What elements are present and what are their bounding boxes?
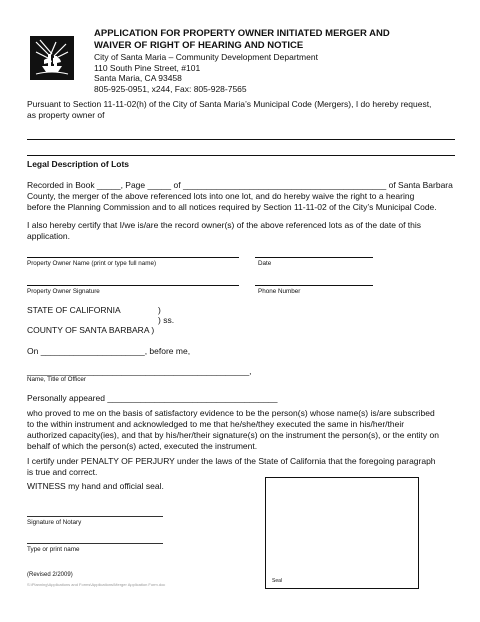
form-title-line-1: APPLICATION FOR PROPERTY OWNER INITIATED MERGER AND [94,28,390,39]
phone-fax: 805-925-0951, x244, Fax: 805-928-7565 [94,83,247,94]
proved-line-4: behalf of which the person(s) acted, executed the instrument. [27,441,258,451]
proved-line-3: authorized capacity(ies), and that by his/her/their signature(s) on the instrument the person(s), or the entity on [27,430,439,440]
print-name-label: Type or print name [27,546,80,553]
intro-line-1: Pursuant to Section 11-11-02(h) of the City of Santa Maria’s Municipal Code (Mergers), I do hereby request, [27,99,432,109]
date-line [255,257,373,258]
notary-seal-box [265,477,419,589]
certify-line-1: I also hereby certify that I/we is/are the record owner(s) of the above referenced lots as of the date of this [27,220,422,230]
owner-name-label: Property Owner Name (print or type full name) [27,260,157,267]
date-label: Date [258,260,272,267]
county-label: COUNTY OF SANTA BARBARA ) [27,325,155,335]
form-title-line-2: WAIVER OF RIGHT OF HEARING AND NOTICE [94,39,304,51]
property-line [27,139,455,140]
officer-line: _______________________________________________, [27,366,252,376]
department-name: City of Santa Maria – Community Development Department [94,52,318,62]
revised-date: (Revised 2/2009) [27,572,73,578]
certify-line-2: application. [27,231,71,241]
witness-line: WITNESS my hand and official seal. [27,481,164,491]
owner-name-line [27,257,239,258]
officer-label: Name, Title of Officer [27,376,87,383]
city-seal-logo [30,36,74,80]
address-line-2: Santa Maria, CA 93458 [94,73,182,83]
proved-line-2: to the within instrument and acknowledged to me that he/she/they executed the same in his/her/their [27,419,405,429]
owner-signature-label: Property Owner Signature [27,288,100,295]
section-divider [27,155,455,156]
print-name-line [27,543,163,544]
phone-number-label: Phone Number [258,288,301,295]
ship-icon [30,36,74,80]
state-paren: ) [158,305,161,315]
legal-line-3: before the Planning Commission and to all notices required by Section 11-11-02 of the City’s Municipal Code. [27,202,437,212]
perjury-line-1: I certify under PENALTY OF PERJURY under the laws of the State of California that the foregoing paragraph [27,456,436,466]
phone-number-line [255,285,373,286]
perjury-line-2: is true and correct. [27,467,98,477]
seal-label: Seal [272,578,283,584]
legal-heading: Legal Description of Lots [27,159,130,169]
owner-signature-line [27,285,239,286]
proved-line-1: who proved to me on the basis of satisfactory evidence to be the person(s) whose name(s) is/are subscribed [27,408,435,418]
on-date-line: On ______________________, before me, [27,346,191,356]
personally-appeared: Personally appeared ____________________________________ [27,393,278,403]
legal-line-2: County, the merger of the above referenced lots into one lot, and do hereby waive the right to a hearing [27,191,415,201]
notary-signature-line [27,516,163,517]
legal-line-1: Recorded in Book _____, Page _____ of ___________________________________________ of Santa Barbara [27,180,453,190]
notary-signature-label: Signature of Notary [27,519,82,526]
address-line-1: 110 South Pine Street, #101 [94,62,201,73]
state-label: STATE OF CALIFORNIA [27,305,121,315]
intro-line-2: as property owner of [27,110,105,120]
ss-label: ) ss. [158,315,175,325]
file-path: S:\Planning\Applications and Forms\Applications\Merger Application Form.doc [27,582,166,587]
